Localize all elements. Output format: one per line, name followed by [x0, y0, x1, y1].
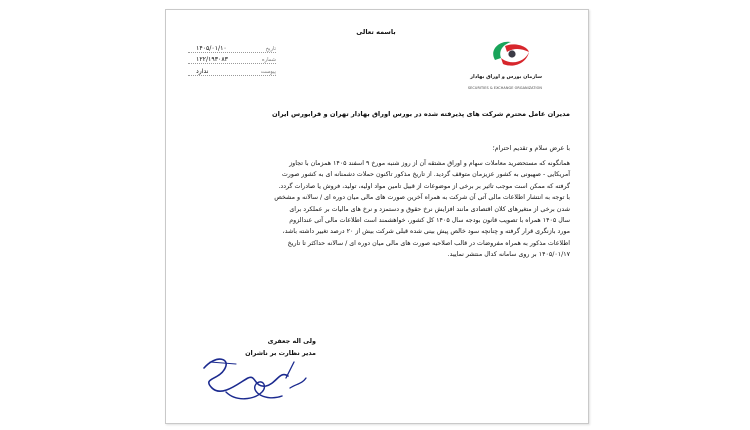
body-line: ۱۴۰۵/۰۱/۱۷ بر روی سامانه کدال منتشر نمایید.: [447, 251, 570, 259]
meta-date-value: ۱۴۰۵/۰۱/۱۰: [196, 44, 227, 52]
letter-meta-block: [188, 42, 276, 77]
body-line: شدن برخی از متغیرهای کلان اقتصادی مانند افزایش نرخ حقوق و دستمزد و نرخ های مالیات بر عملکرد برای: [289, 205, 570, 213]
meta-attachment-label: پیوست: [260, 68, 276, 75]
body-line: همانگونه که مستحضرید معاملات سهام و اوراق مشتقه آن از روز شنبه مورخ ۹ اسفند ۱۴۰۵ همزمان با تجاوز: [289, 160, 570, 167]
handwritten-signature: [196, 348, 316, 408]
meta-number-value: ۱۲۲/۱۹۳۰۸۳: [196, 56, 228, 63]
meta-date-label: تاریخ: [265, 45, 276, 52]
greeting-line: با عرض سلام و تقدیم احترام؛: [492, 145, 570, 152]
recipient-line: مدیران عامل محترم شرکت های پذیرفته شده در بورس اوراق بهادار تهران و فرابورس ایران: [271, 110, 570, 118]
seo-emblem-icon: [485, 36, 535, 72]
meta-attachment-value: ندارد: [196, 67, 209, 75]
meta-number-row: [188, 54, 276, 65]
logo-name-english: SECURITIES & EXCHANGE ORGANIZATION: [467, 86, 542, 90]
body-line: گرفته که ممکن است موجب تاثیر بر برخی از موضوعات از قبیل تامین مواد اولیه، تولید، فروش یا صادرات گردد.: [278, 182, 570, 190]
body-line: آمریکایی - صهیونی به کشور عزیزمان متوقف گردید. از تاریخ مذکور تاکنون حملات دشمنانه ای به کشور صورت: [281, 171, 570, 179]
body-line: با توجه به انتشار اطلاعات مالی آتی آن شرکت به همراه آخرین صورت های مالی میان دوره ای / سالانه و مشخص: [274, 194, 570, 202]
meta-number-label: شماره: [261, 57, 276, 63]
logo-name-persian: سازمان بورس و اوراق بهادار: [470, 74, 542, 80]
meta-date-row: [188, 42, 276, 53]
body-line: مورد بازنگری قرار گرفته و چنانچه سود خالص پیش بینی شده قبلی شرکت بیش از ۲۰ درصد تغییر داشته باشد،: [282, 228, 570, 236]
bismillah-heading: باسمه تعالی: [356, 28, 396, 36]
organization-logo: [461, 36, 556, 104]
signatory-name: ولی اله جعفری: [267, 337, 316, 345]
body-line: اطلاعات مذکور به همراه مفروضات در قالب اصلاحیه صورت های مالی میان دوره ای / سالانه حداکثر تا تاریخ: [287, 239, 570, 247]
letter-page: [165, 9, 589, 424]
letter-body: [184, 158, 570, 261]
signatory-title: مدیر نظارت بر ناشران: [245, 349, 316, 357]
meta-attachment-row: [188, 65, 276, 76]
body-line: سال ۱۴۰۵ همراه با تصویب قانون بودجه سال ۱۴۰۵ کل کشور، خواهشمند است اطلاعات مالی آتی عندالزوم: [289, 216, 570, 224]
